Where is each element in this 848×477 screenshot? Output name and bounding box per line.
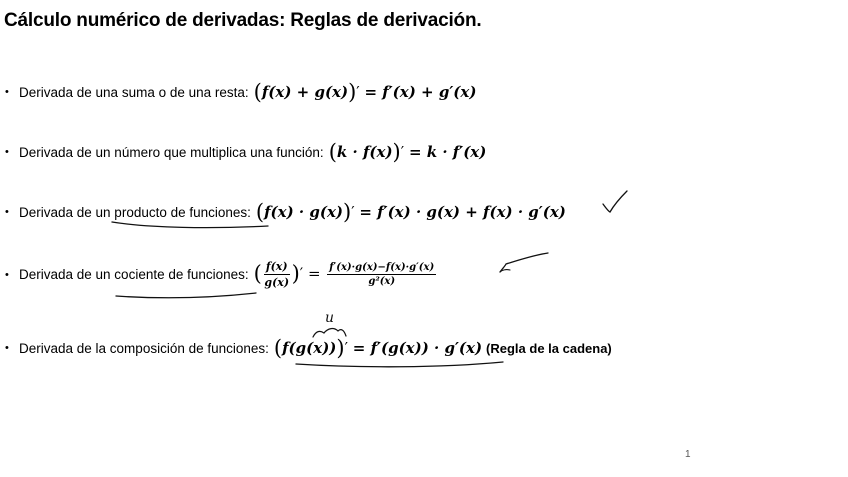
rule-composition (5, 336, 612, 360)
ink-underline-composition (296, 362, 503, 367)
formula-rhs: = f′(g(x)) · g′(x) (352, 339, 483, 357)
ink-underline-quotient (116, 293, 256, 298)
fraction-numerator: f′(x)·g(x)−f(x)·g′(x) (329, 262, 435, 273)
rule-label: Derivada de un número que multiplica una función: (19, 144, 324, 160)
formula-rhs: = k · f′(x) (408, 143, 487, 161)
fraction-numerator: f(x) (265, 260, 288, 273)
formula-sum: (f(x) + g(x))′ = f′(x) + g′(x) (253, 80, 477, 104)
page-number: 1 (685, 449, 691, 460)
fraction-denominator: g²(x) (368, 276, 396, 287)
fraction-rhs (327, 262, 436, 287)
rule-sum (5, 80, 476, 104)
bullet: • (5, 268, 9, 281)
ink-checkmark-icon (603, 191, 627, 212)
rule-label: Derivada de un cociente de funciones: (19, 267, 249, 282)
bullet: • (5, 342, 9, 354)
formula-lhs: f(x) + g(x) (261, 83, 349, 101)
formula-rhs: = f′(x) + g′(x) (364, 83, 477, 101)
rule-label: Derivada de una suma o de una resta: (19, 84, 249, 100)
formula-lhs: f(x) · g(x) (264, 203, 343, 221)
formula-lhs: k · f(x) (336, 143, 393, 161)
page-title: Cálculo numérico de derivadas: Reglas de derivación. (4, 10, 482, 31)
rule-label: Derivada de la composición de funciones: (19, 340, 269, 356)
formula-rhs: = f′(x) · g(x) + f(x) · g′(x) (359, 203, 566, 221)
bullet: • (5, 86, 9, 98)
fraction-denominator: g(x) (264, 276, 290, 289)
formula-constant-multiple: (k · f(x))′ = k · f′(x) (328, 140, 487, 164)
rule-constant-multiple (5, 140, 486, 164)
formula-composition: (f(g(x)))′ = f′(g(x)) · g′(x) (273, 336, 483, 360)
fraction-lhs (264, 260, 290, 289)
ink-mu-symbol: u (325, 310, 335, 326)
formula-quotient: ( $\frac{f(x)}{g(x)}$ )′ = $\frac{f'(x)\cdot g(x)-f(x)\cdot g'(x)}{\text{g²(x)}}$ (253, 260, 435, 289)
rule-quotient (5, 260, 438, 289)
formula-product: (f(x) · g(x))′ = f′(x) · g(x) + f(x) · g′(x) (255, 200, 566, 224)
chain-rule-note: (Regla de la cadena) (486, 340, 612, 356)
bullet: • (5, 206, 9, 218)
bullet: • (5, 146, 9, 158)
rule-product (5, 200, 566, 224)
formula-lhs: f(g(x)) (282, 339, 337, 357)
rule-label: Derivada de un producto de funciones: (19, 204, 251, 220)
ink-checkmark-icon (500, 253, 548, 272)
